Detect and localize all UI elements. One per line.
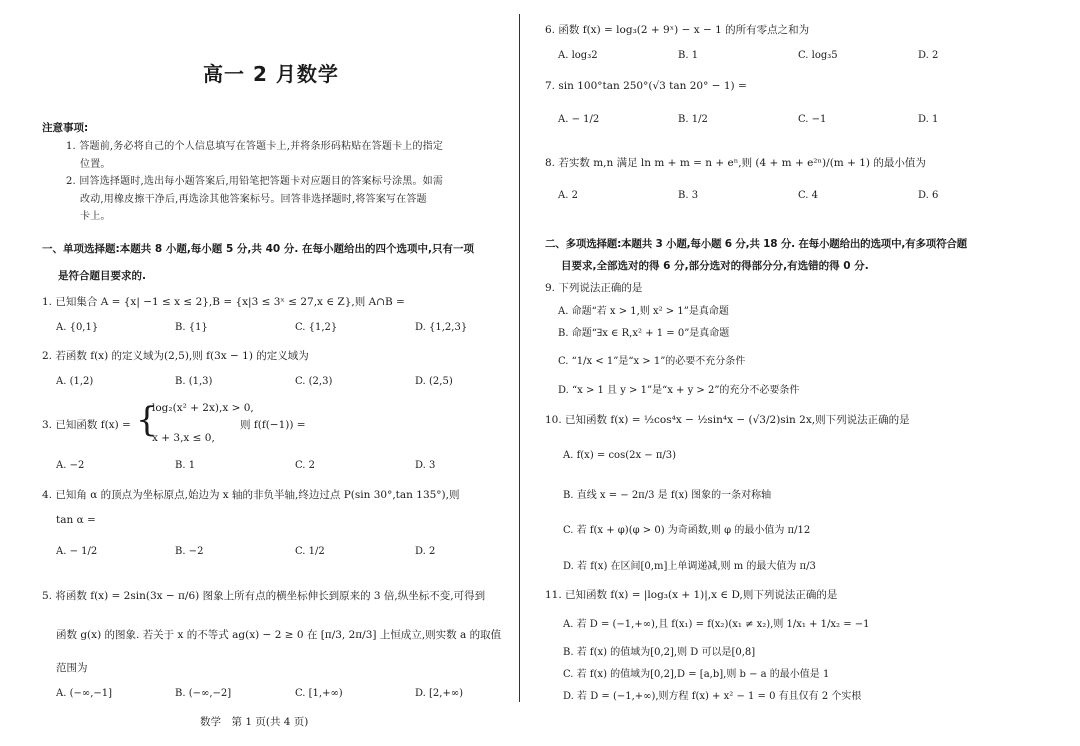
q10-option-a: A. f(x) = cos(2x − π/3) (563, 450, 677, 461)
q4-option-d: D. 2 (415, 546, 436, 557)
q1-option-c: C. {1,2} (295, 322, 338, 333)
q10-option-d: D. 若 f(x) 在区间[0,m]上单调递减,则 m 的最大值为 π/3 (563, 561, 816, 572)
q9-option-a: A. 命题“若 x > 1,则 x² > 1”是真命题 (558, 306, 729, 317)
q7-option-c: C. −1 (798, 114, 827, 125)
q8-option-b: B. 3 (678, 190, 699, 201)
q11-option-c: C. 若 f(x) 的值域为[0,2],D = [a,b],则 b − a 的最小值是 1 (563, 669, 830, 680)
q2-option-b: B. (1,3) (175, 376, 213, 387)
piecewise-brace: { (136, 400, 158, 440)
q3-option-c: C. 2 (295, 460, 316, 471)
q3-case-2: x + 3,x ≤ 0, (152, 432, 215, 444)
q9-option-b: B. 命题“∃x ∈ R,x² + 1 = 0”是真命题 (558, 328, 730, 339)
q5-option-d: D. [2,+∞) (415, 688, 464, 699)
q10-option-b: B. 直线 x = − 2π/3 是 f(x) 图象的一条对称轴 (563, 490, 772, 501)
q10-option-c: C. 若 f(x + φ)(φ > 0) 为奇函数,则 φ 的最小值为 π/12 (563, 525, 811, 536)
q7-option-a: A. − 1/2 (558, 114, 600, 125)
q4-stem-line-1: 4. 已知角 α 的顶点为坐标原点,始边为 x 轴的非负半轴,终边过点 P(sin 30°,tan 135°),则 (42, 489, 460, 501)
q8-option-a: A. 2 (558, 190, 578, 201)
right-column (525, 0, 1080, 746)
q6-option-c: C. log₃5 (798, 50, 838, 61)
q6-option-a: A. log₃2 (558, 50, 598, 61)
q3-case-1: log₂(x² + 2x),x > 0, (152, 402, 254, 414)
q5-stem-line-2: 函数 g(x) 的图象. 若关于 x 的不等式 ag(x) − 2 ≥ 0 在 [π/3, 2π/3] 上恒成立,则实数 a 的取值 (56, 629, 502, 641)
q2-option-c: C. (2,3) (295, 376, 333, 387)
page-title: 高一 2 月数学 (203, 62, 339, 86)
q7-stem: 7. sin 100°tan 250°(√3 tan 20° − 1) = (545, 80, 747, 92)
q5-option-a: A. (−∞,−1] (56, 688, 113, 699)
q4-stem-line-2: tan α = (56, 514, 96, 526)
q1-option-b: B. {1} (175, 322, 208, 333)
q2-stem: 2. 若函数 f(x) 的定义域为(2,5),则 f(3x − 1) 的定义域为 (42, 350, 309, 362)
section-2-heading: 二、多项选择题:本题共 3 小题,每小题 6 分,共 18 分. 在每小题给出的选项中,有多项符合题 (545, 238, 967, 250)
notice-item-2-line-2: 改动,用橡皮擦干净后,再选涂其他答案标号。回答非选择题时,将答案写在答题 (80, 194, 427, 205)
q8-option-d: D. 6 (918, 190, 939, 201)
q6-option-b: B. 1 (678, 50, 699, 61)
q5-stem-line-3: 范围为 (56, 662, 88, 674)
notice-item-1-line-2: 位置。 (80, 159, 111, 170)
section-1-heading-cont: 是符合题目要求的. (58, 270, 146, 282)
left-column (0, 0, 520, 746)
q11-option-d: D. 若 D = (−1,+∞),则方程 f(x) + x² − 1 = 0 有且仅有 2 个实根 (563, 691, 862, 702)
q9-option-d: D. “x > 1 且 y > 1”是“x + y > 2”的充分不必要条件 (558, 385, 800, 396)
q3-option-d: D. 3 (415, 460, 436, 471)
q11-option-a: A. 若 D = (−1,+∞),且 f(x₁) = f(x₂)(x₁ ≠ x₂),则 1/x₁ + 1/x₂ = −1 (563, 619, 870, 630)
q8-option-c: C. 4 (798, 190, 819, 201)
q7-option-b: B. 1/2 (678, 114, 708, 125)
notice-item-2-line-3: 卡上。 (80, 211, 111, 222)
q10-stem: 10. 已知函数 f(x) = ½cos⁴x − ½sin⁴x − (√3/2)sin 2x,则下列说法正确的是 (545, 414, 910, 426)
q2-option-d: D. (2,5) (415, 376, 453, 387)
q4-option-c: C. 1/2 (295, 546, 325, 557)
q3-option-a: A. −2 (56, 460, 85, 471)
q5-option-c: C. [1,+∞) (295, 688, 343, 699)
q3-option-b: B. 1 (175, 460, 196, 471)
q1-stem: 1. 已知集合 A = {x| −1 ≤ x ≤ 2},B = {x|3 ≤ 3ˣ ≤ 27,x ∈ Z},则 A∩B = (42, 296, 405, 308)
q11-stem: 11. 已知函数 f(x) = |log₃(x + 1)|,x ∈ D,则下列说法正确的是 (545, 589, 838, 601)
q8-stem: 8. 若实数 m,n 满足 ln m + m = n + eⁿ,则 (4 + m + e²ⁿ)/(m + 1) 的最小值为 (545, 157, 926, 169)
page-footer: 数学 第 1 页(共 4 页) (200, 716, 309, 728)
q11-option-b: B. 若 f(x) 的值域为[0,2],则 D 可以是[0,8] (563, 647, 756, 658)
q9-option-c: C. “1/x < 1”是“x > 1”的必要不充分条件 (558, 356, 746, 367)
notice-item-1-line-1: 1. 答题前,务必将自己的个人信息填写在答题卡上,并将条形码粘贴在答题卡上的指定 (66, 141, 444, 152)
q9-stem: 9. 下列说法正确的是 (545, 282, 643, 294)
section-2-heading-cont: 目要求,全部选对的得 6 分,部分选对的得部分分,有选错的得 0 分. (561, 260, 869, 272)
q3-stem-suffix: 则 f(f(−1)) = (240, 419, 306, 431)
q1-option-a: A. {0,1} (56, 322, 99, 333)
q3-stem-prefix: 3. 已知函数 f(x) = (42, 419, 131, 431)
q6-option-d: D. 2 (918, 50, 939, 61)
notice-item-2-line-1: 2. 回答选择题时,选出每小题答案后,用铅笔把答题卡对应题目的答案标号涂黑。如需 (66, 176, 444, 187)
q5-stem-line-1: 5. 将函数 f(x) = 2sin(3x − π/6) 图象上所有点的横坐标伸长到原来的 3 倍,纵坐标不变,可得到 (42, 590, 486, 602)
q6-stem: 6. 函数 f(x) = log₃(2 + 9ˣ) − x − 1 的所有零点之和为 (545, 24, 810, 36)
q4-option-b: B. −2 (175, 546, 204, 557)
q7-option-d: D. 1 (918, 114, 939, 125)
q4-option-a: A. − 1/2 (56, 546, 98, 557)
section-1-heading: 一、单项选择题:本题共 8 小题,每小题 5 分,共 40 分. 在每小题给出的四个选项中,只有一项 (42, 243, 474, 255)
q1-option-d: D. {1,2,3} (415, 322, 468, 333)
q5-option-b: B. (−∞,−2] (175, 688, 232, 699)
q2-option-a: A. (1,2) (56, 376, 94, 387)
notice-heading: 注意事项: (42, 122, 89, 134)
